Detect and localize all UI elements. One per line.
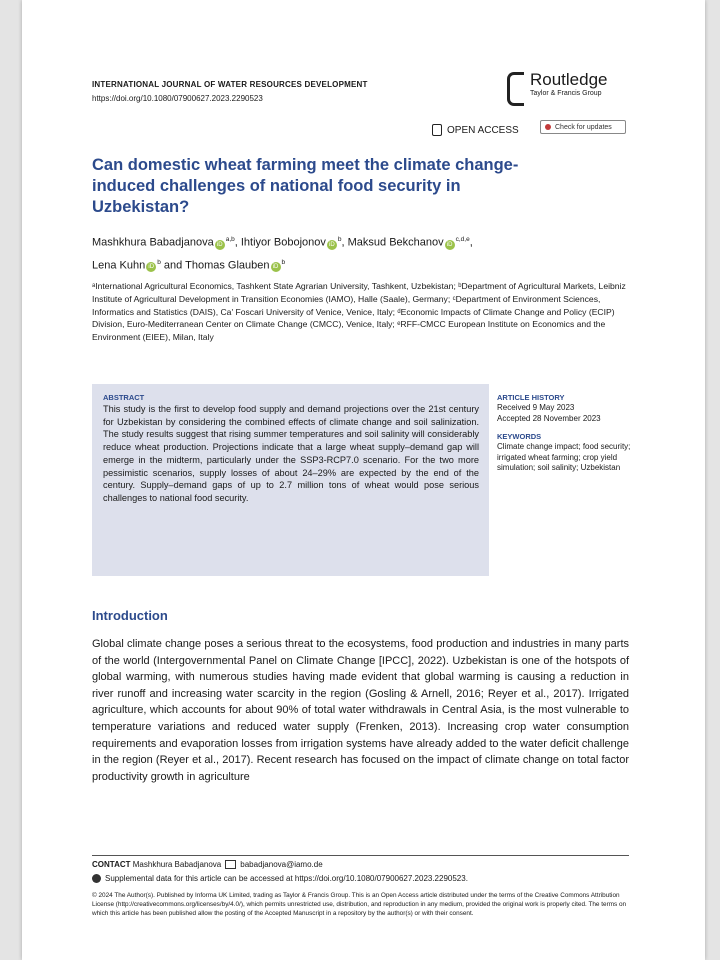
article-title: Can domestic wheat farming meet the climate change-induced challenges of national food security in Uzbekistan? (92, 156, 519, 216)
footer-divider (92, 855, 629, 856)
abstract-text: This study is the first to develop food supply and demand projections over the 21st century for Uzbekistan by considering the combined effects of climate change and soil salinization. The study results suggest that rising summer temperatures and soil salinity will considerably reduce wheat production. Projections indicate that a large wheat supply–demand gap will emerge in the midterm, particularly under the SSP3-RCP7.0 scenario. For the two more pessimistic scenarios, supply losses of about 24–29% are expected by the end of the century. Supply–demand gaps of up to 2.7 million tons of wheat would pose serious challenges to national food security. (103, 404, 479, 503)
author-affiliation-marker: b (157, 258, 161, 266)
publisher-name: Routledge (530, 70, 608, 89)
publisher-subtitle: Taylor & Francis Group (530, 90, 602, 97)
author-affiliation-marker: a,b (225, 236, 235, 243)
contact-name: Mashkhura Babadjanova (132, 860, 222, 869)
author-separator: and (160, 259, 186, 272)
author-affiliation-marker: c,d,e (455, 236, 470, 243)
keywords: Climate change impact; food security; irrigated wheat farming; crop yield simulation; soil salinity; Uzbekistan (497, 442, 631, 472)
author-name: Mashkhura Babadjanova (92, 236, 214, 249)
author-separator: , (469, 236, 473, 249)
contact-email[interactable]: babadjanova@iamo.de (240, 860, 323, 869)
history-heading: ARTICLE HISTORY (497, 393, 565, 402)
envelope-icon (225, 860, 236, 869)
contact-line (92, 860, 323, 869)
author-separator: , (234, 236, 241, 249)
doi-link[interactable]: https://doi.org/10.1080/07900627.2023.2290523 (92, 94, 263, 103)
keywords-heading: KEYWORDS (497, 432, 542, 441)
orcid-icon[interactable]: iD (215, 240, 225, 250)
author-list (92, 230, 632, 275)
orcid-icon[interactable]: iD (327, 240, 337, 250)
author-name: Maksud Bekchanov (347, 236, 444, 249)
author-separator: , (341, 236, 348, 249)
supplemental-line (92, 874, 468, 883)
paper-page (22, 0, 705, 960)
copyright-notice: © 2024 The Author(s). Published by Informa UK Limited, trading as Taylor & Francis Group. This is an Open Access article distributed under the terms of the Creative Commons Attribution License (http://creativecommons.org/licenses/by/4.0/), which permits unrestricted use, distribution, and reproduction in any medium, provided the original work is properly cited. The terms on which this article has been published allow the posting of the Accepted Manuscript in a repository by the author(s) or with their consent. (92, 892, 627, 917)
routledge-r-icon (507, 72, 524, 106)
open-lock-icon (432, 124, 442, 136)
author-affiliation-marker: b (281, 258, 286, 266)
author-name: Ihtiyor Bobojonov (240, 236, 326, 249)
check-updates-label: Check for updates (555, 123, 612, 131)
contact-label: CONTACT (92, 860, 131, 869)
author-affiliation-marker: b (337, 236, 342, 243)
introduction-text: Global climate change poses a serious threat to the ecosystems, food production and industries in many parts of the world (Intergovernmental Panel on Climate Change [IPCC], 2022). Uzbekistan is one of the hotspots of global warming, with numerous studies having made evident that global warming is causing a reduction in river runoff and increasing water scarcity in the region (Gosling & Arnell, 2016; Reyer et al., 2017). Irrigated agriculture, which accounts for about 90% of total water withdrawals in Central Asia, is the most vulnerable to temperature variations and reduced water supply (Frenken, 2013). Increasing crop water consumption requirements and evaporation losses from irrigation systems have already added to the water deficit challenge in the region (Reyer et al., 2017). Recent research has focused on the impact of climate change on total factor productivity growth in agriculture (92, 638, 629, 783)
supplemental-icon (92, 874, 101, 883)
abstract-heading: ABSTRACT (103, 393, 145, 402)
supplemental-text[interactable]: Supplemental data for this article can be accessed at https://doi.org/10.1080/07900627.2023.2290523. (105, 874, 468, 883)
affiliations: ᵃInternational Agricultural Economics, Tashkent State Agrarian University, Tashkent, Uzbekistan; ᵇDepartment of Agricultural Markets, Leibniz Institute of Agricultural Development in Transition Economies (IAMO), Halle (Saale), Germany; ᶜDepartment of Environment Sciences, Informatics and Statistics (DAIS), Ca' Foscari University of Venice, Venice, Italy; ᵈEconomic Impacts of Climate Change and Policy (ECIP) Division, Euro-Mediterranean Center on Climate Change (CMCC), Venice, Italy; ᵉRFF-CMCC European Institute on Economics and the Environment (EIEE), Milan, Italy (92, 281, 626, 343)
abstract-box (92, 384, 489, 576)
orcid-icon[interactable]: iD (271, 262, 281, 272)
author-name: Thomas Glauben (185, 259, 270, 272)
check-updates-icon (545, 124, 551, 130)
check-for-updates-button[interactable] (540, 120, 626, 134)
open-access-badge (432, 124, 519, 136)
introduction-heading: Introduction (92, 608, 168, 623)
orcid-icon[interactable]: iD (445, 240, 455, 250)
article-sidebar (497, 393, 637, 474)
publisher-logo[interactable] (507, 70, 608, 106)
received-date: Received 9 May 2023 (497, 403, 575, 412)
journal-name: INTERNATIONAL JOURNAL OF WATER RESOURCES DEVELOPMENT (92, 80, 368, 89)
open-access-label: OPEN ACCESS (447, 124, 519, 136)
orcid-icon[interactable]: iD (146, 262, 156, 272)
accepted-date: Accepted 28 November 2023 (497, 413, 601, 423)
author-name: Lena Kuhn (92, 259, 146, 272)
